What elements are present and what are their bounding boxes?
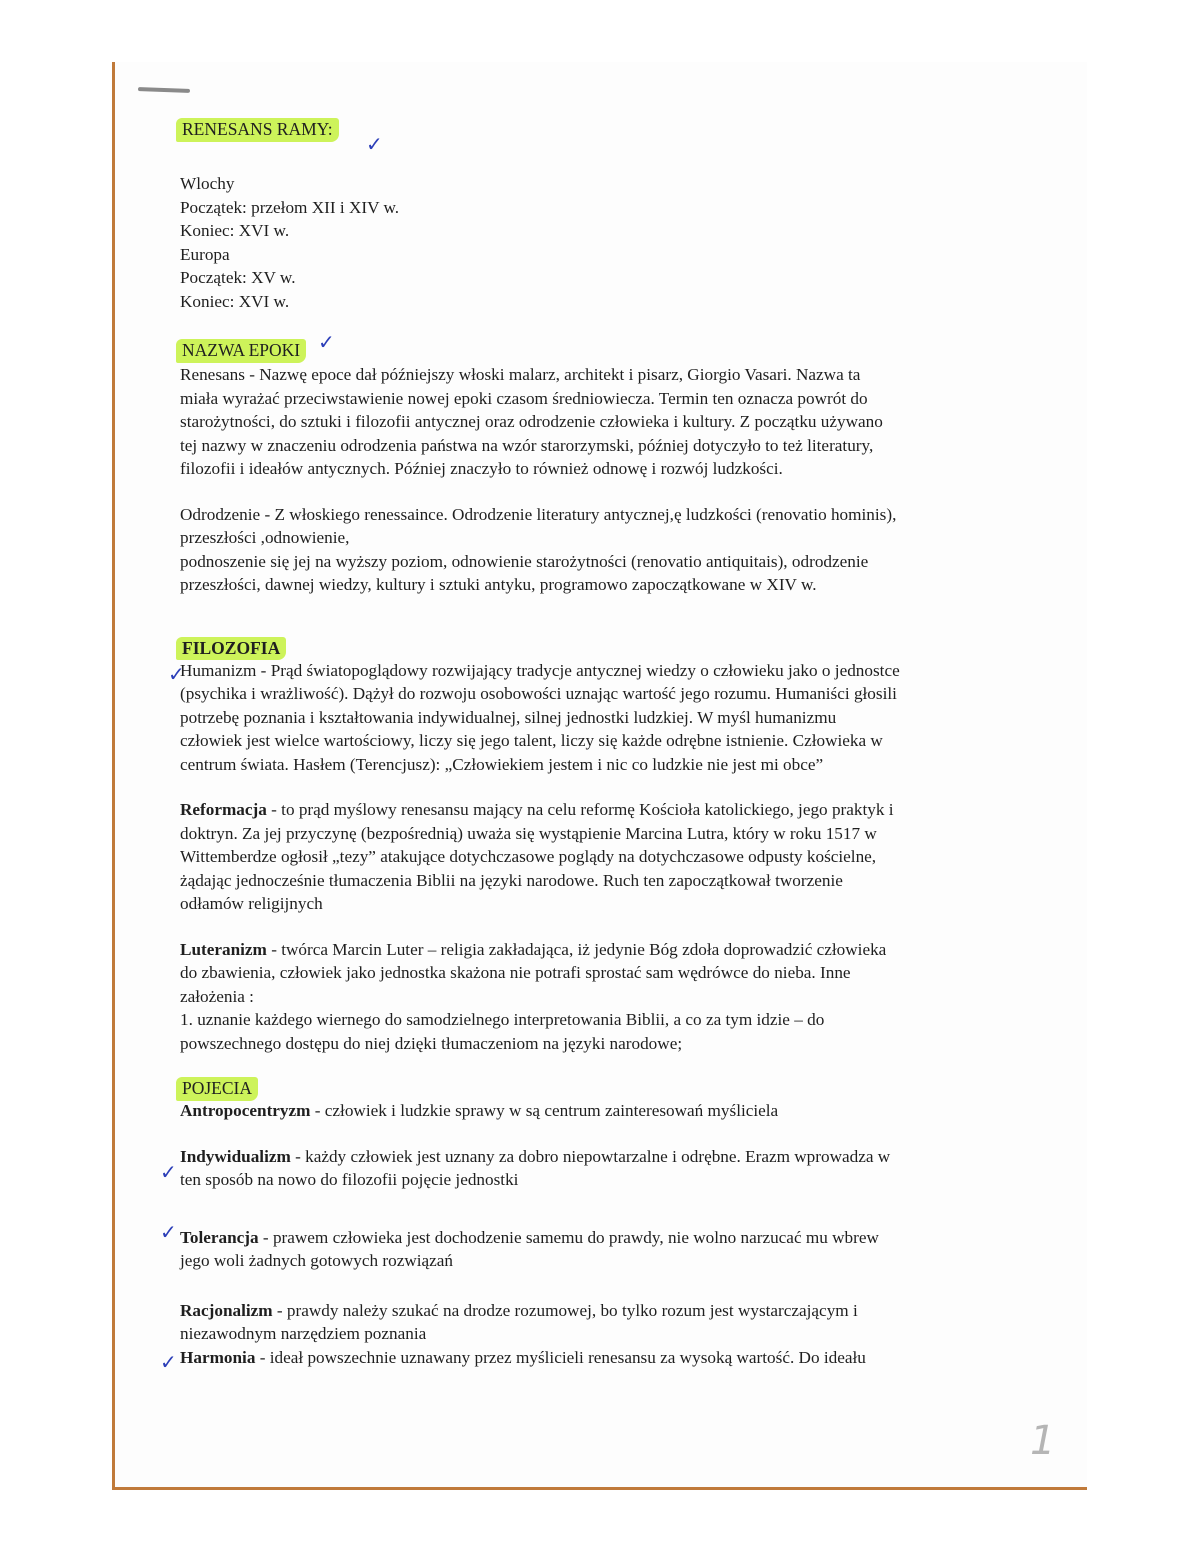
heading-ramy: RENESANS RAMY: xyxy=(176,118,339,142)
text-line: centrum świata. Hasłem (Terencjusz): „Człowiekiem jestem i nic co ludzkie nie jest mi obce” xyxy=(180,754,824,774)
text-line xyxy=(180,1099,1020,1123)
term-block-tolerancja xyxy=(180,1226,1020,1273)
text-line: Renesans - Nazwę epoce dał późniejszy włoski malarz, architekt i pisarz, Giorgio Vasari. Nazwa ta xyxy=(180,365,861,384)
text-line xyxy=(180,1299,1020,1323)
term-reformacja: Reformacja xyxy=(180,800,267,819)
heading-filozofia: FILOZOFIA xyxy=(176,637,286,661)
term-luteranizm: Luteranizm xyxy=(180,939,267,959)
text-line: Humanizm - Prąd światopoglądowy rozwijający tradycje antycznej wiedzy o człowieku jako o jednostce xyxy=(180,660,900,680)
text-line: Odrodzenie - Z włoskiego renessaince. Odrodzenie literatury antycznej,ę ludzkości (renovatio hominis), xyxy=(180,504,897,524)
paragraph-humanizm xyxy=(180,659,1020,777)
text-line: podnoszenie się jej na wyższy poziom, odnowienie starożytności (renovatio antiquitais), odrodzenie xyxy=(180,551,869,571)
text-line: miała wyrażać przeciwstawienie nowej epoki czasom średniowiecza. Termin ten oznacza powrót do xyxy=(180,388,868,408)
checkmark-icon: ✓ xyxy=(160,1160,177,1184)
term-block-antropocentryzm xyxy=(180,1099,1020,1123)
term-racjonalizm: Racjonalizm xyxy=(180,1300,273,1320)
section-ramy xyxy=(180,118,1020,313)
text-line: (psychika i wrażliwość). Dążył do rozwoju osobowości uznając wartość jego rozumu. Humaniści głosili xyxy=(180,684,897,703)
paragraph-luteranizm xyxy=(180,938,1020,1056)
term-block-indywidualizm xyxy=(180,1145,1020,1192)
text-line: założenia : xyxy=(180,986,254,1006)
ramy-line: Początek: przełom XII i XIV w. xyxy=(180,197,400,217)
text-line: doktryn. Za jej przyczynę (bezpośrednią) uważa się wystąpienie Marcina Lutra, który w roku 1517 w xyxy=(180,823,877,843)
term-indywidualizm: Indywidualizm xyxy=(180,1146,291,1166)
text-line: odłamów religijnych xyxy=(180,894,323,913)
text-line: przeszłości, dawnej wiedzy, kultury i sztuki antyku, programowo zapoczątkowane w XIV w. xyxy=(180,575,817,594)
ramy-line: Europa xyxy=(180,244,230,264)
paragraph-odrodzenie xyxy=(180,503,1020,597)
paragraph-reformacja xyxy=(180,798,1020,916)
text-line xyxy=(180,1145,1020,1169)
ramy-line: Koniec: XVI w. xyxy=(180,221,290,240)
text-line: jego woli żadnych gotowych rozwiązań xyxy=(180,1251,453,1270)
text-line: filozofii i ideałów antycznych. Później znaczyło to również odnowę i rozwój ludzkości. xyxy=(180,459,783,478)
ramy-line: Wlochy xyxy=(180,174,235,193)
section-nazwa-epoki xyxy=(180,339,1020,597)
term-harmonia: Harmonia xyxy=(180,1347,256,1367)
section-pojecia xyxy=(180,1077,1020,1369)
text-line xyxy=(180,1346,1020,1370)
definition-text: - to prąd myślowy renesansu mający na celu reformę Kościoła katolickiego, jego praktyk i xyxy=(266,800,894,819)
checkmark-icon: ✓ xyxy=(168,662,185,686)
checkmark-icon: ✓ xyxy=(160,1350,177,1374)
definition-text: - każdy człowiek jest uznany za dobro niepowtarzalne i odrębne. Erazm wprowadza w xyxy=(290,1146,891,1166)
text-line: potrzebę poznania i kształtowania indywidualnej, silnej jednostki ludzkiej. W myśl humanizmu xyxy=(180,707,837,727)
definition-text: - prawdy należy szukać na drodze rozumowej, bo tylko rozum jest wystarczającym i xyxy=(272,1300,858,1320)
text-line: ten sposób na nowo do filozofii pojęcie jednostki xyxy=(180,1170,519,1189)
heading-nazwa-epoki: NAZWA EPOKI xyxy=(176,339,306,363)
definition-text: - twórca Marcin Luter – religia zakładająca, iż jedynie Bóg zdoła doprowadzić człowieka xyxy=(266,939,887,959)
document-body xyxy=(180,118,1020,1369)
term-tolerancja: Tolerancja xyxy=(180,1227,259,1247)
ramy-line: Koniec: XVI w. xyxy=(180,291,290,311)
checkmark-icon: ✓ xyxy=(366,132,383,156)
text-line: 1. uznanie każdego wiernego do samodzielnego interpretowania Biblii, a co za tym idzie – do xyxy=(180,1010,825,1029)
text-line: Wittemberdze ogłosił „tezy” atakujące dotychczasowe poglądy na dotychczasowe odpusty kościelne, xyxy=(180,847,877,866)
text-line: żądając jednocześnie tłumaczenia Biblii na języki narodowe. Ruch ten zapoczątkował tworzenie xyxy=(180,870,843,890)
term-block-racjonalizm xyxy=(180,1299,1020,1346)
definition-text: - człowiek i ludzkie sprawy w są centrum zainteresowań myśliciela xyxy=(310,1101,779,1120)
page-number: 1 xyxy=(1030,1418,1056,1464)
definition-text: - prawem człowieka jest dochodzenie samemu do prawdy, nie wolno narzucać mu wbrew xyxy=(258,1227,879,1247)
text-line: tej nazwy w znaczeniu odrodzenia państwa na wzór starorzymski, później dotyczyło to też literatury, xyxy=(180,435,874,455)
section-filozofia xyxy=(180,637,1020,1056)
text-line xyxy=(180,1226,1020,1250)
text-line xyxy=(180,798,1020,822)
checkmark-icon: ✓ xyxy=(160,1220,177,1244)
text-line: niezawodnym narzędziem poznania xyxy=(180,1324,427,1343)
ramy-lines xyxy=(180,172,1020,313)
term-block-harmonia xyxy=(180,1346,1020,1370)
paragraph-renesans xyxy=(180,363,1020,481)
text-line: przeszłości ,odnowienie, xyxy=(180,528,350,547)
term-antropocentryzm: Antropocentryzm xyxy=(180,1101,311,1120)
text-line: do zbawienia, człowiek jako jednostka skażona nie potrafi sprostać sam wędrówce do nieba. Inne xyxy=(180,963,851,982)
definition-text: - ideał powszechnie uznawany przez myślicieli renesansu za wysoką wartość. Do ideału xyxy=(255,1347,866,1367)
text-line xyxy=(180,938,1020,962)
text-line: powszechnego dostępu do niej dzięki tłumaczeniom na języki narodowe; xyxy=(180,1033,683,1053)
text-line: człowiek jest wielce wartościowy, liczy się jego talent, liczy się każde odrębne istnienie. Człowieka w xyxy=(180,731,883,750)
text-line: starożytności, do sztuki i filozofii antycznej oraz odrodzenie człowieka i kultury. Z początku używano xyxy=(180,412,883,431)
checkmark-icon: ✓ xyxy=(318,330,335,354)
heading-pojecia: POJECIA xyxy=(176,1077,258,1101)
ramy-line: Początek: XV w. xyxy=(180,268,296,287)
